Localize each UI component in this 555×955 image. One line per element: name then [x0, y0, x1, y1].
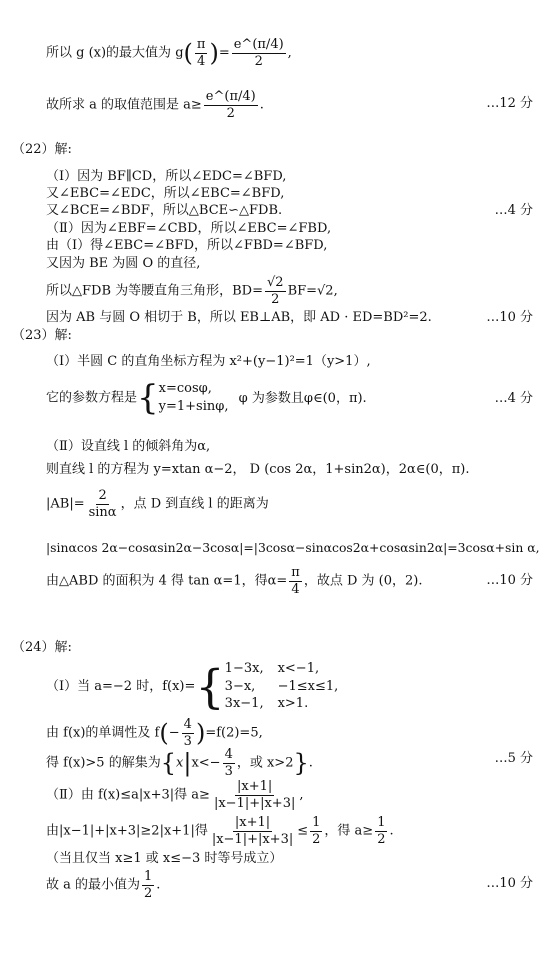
- score-label: …10 分: [486, 310, 533, 325]
- numerator: 1: [144, 869, 153, 884]
- score-label: …10 分: [486, 876, 533, 891]
- denominator: sinα: [88, 504, 117, 520]
- case-row: x=cosφ,: [158, 381, 212, 396]
- case-cond: −1≤x≤1,: [277, 678, 339, 694]
- text-segment: φ 为参数且φ∈(0，π).: [238, 390, 367, 406]
- numerator: 1: [377, 815, 386, 830]
- numerator: 4: [183, 717, 192, 732]
- denominator: |x−1|+|x+3|: [211, 831, 294, 847]
- denominator: 4: [291, 581, 300, 597]
- fraction: [182, 718, 194, 748]
- fraction: [310, 816, 322, 846]
- score-label: …4 分: [494, 203, 533, 218]
- text-line: （Ⅰ）当 a=−2 时，f(x)={ 1−3x, x<−1, 3−x, −1≤x≤1, 3x−1, x>1.: [46, 659, 339, 714]
- text-segment: .: [259, 97, 264, 113]
- fraction: [87, 489, 119, 519]
- fraction: [232, 38, 286, 68]
- text-line: 它的参数方程是{ x=cosφ, y=1+sinφ, φ 为参数且φ∈(0，π).: [46, 378, 367, 419]
- text-segment: （Ⅰ）当 a=−2 时，f(x)=: [46, 678, 196, 694]
- text-segment: 所以 g (x)的最大值为 g: [46, 45, 184, 61]
- piecewise-cases: [225, 660, 339, 713]
- question-heading: （24）解:: [12, 640, 72, 655]
- text-line: 则直线 l 的方程为 y=xtan α−2， D (cos 2α，1+sin2α)，2α∈(0，π).: [46, 462, 470, 477]
- text-line: 得 f(x)>5 的解集为{x|x<− $\frac{4}{3}$ ，或 x>2}.: [46, 747, 313, 779]
- text-segment: ，点 D 到直线 l 的距离为: [120, 496, 269, 512]
- text-segment: =f(2)=5,: [205, 725, 263, 741]
- denominator: 2: [226, 105, 235, 121]
- numerator: 4: [224, 747, 233, 762]
- case-cond: x>1.: [277, 696, 309, 712]
- fraction: [223, 748, 235, 778]
- numerator: |x+1|: [237, 779, 273, 794]
- numerator: 1: [312, 815, 321, 830]
- text-line: 因为 AB 与圆 O 相切于 B，所以 EB⊥AB，即 AD · ED=BD²=2.: [46, 310, 432, 325]
- text-segment: |AB|=: [46, 496, 85, 512]
- fraction: [212, 780, 297, 810]
- score-label: …5 分: [494, 751, 533, 766]
- text-line: [46, 489, 269, 519]
- numerator: |x+1|: [234, 815, 271, 830]
- text-segment: BF=√2,: [287, 283, 338, 299]
- text-segment: 得 f(x)>5 的解集为: [46, 755, 161, 771]
- fraction: [204, 90, 258, 120]
- denominator: 2: [377, 831, 386, 847]
- denominator: |x−1|+|x+3|: [213, 795, 296, 811]
- text-line: （Ⅱ）由 f(x)≤a|x+3|得 a≥ $\frac{|x+1|}{|x-1|+|x+3|}$ ,: [46, 779, 304, 811]
- text-segment: 由△ABD 的面积为 4 得 tan α=1，得α=: [46, 573, 288, 589]
- text-segment: ，得 a≥: [324, 823, 374, 839]
- text-line: （Ⅰ）因为 BF∥CD，所以∠EDC=∠BFD,: [46, 169, 287, 184]
- denominator: 3: [183, 733, 192, 749]
- score-label: …4 分: [494, 391, 533, 406]
- numerator: e^(π/4): [233, 37, 284, 52]
- case-cond: x<−1,: [277, 661, 320, 676]
- text-segment: x<−: [191, 755, 221, 771]
- text-line: [46, 276, 338, 306]
- numerator: π: [291, 565, 300, 580]
- text-segment: ，或 x>2: [236, 755, 294, 771]
- denominator: 2: [144, 885, 153, 901]
- text-segment: ≤: [297, 823, 309, 839]
- text-line: （当且仅当 x≥1 或 x≤−3 时等号成立）: [46, 851, 283, 866]
- denominator: 2: [271, 291, 280, 307]
- text-segment: x: [176, 755, 184, 771]
- text-line: |sinαcos 2α−cosαsin2α−3cosα|=|3cosα−sinαcos2α+cosαsin2α|=3cosα+sin α,: [46, 540, 540, 555]
- question-heading: （23）解:: [12, 328, 72, 343]
- text-segment: 由 f(x)的单调性及 f: [46, 725, 160, 741]
- text-line: 又因为 BE 为圆 O 的直径,: [46, 256, 201, 271]
- case-group: [159, 380, 229, 416]
- text-line: 由 f(x)的单调性及 f(− $\frac{4}{3}$ )=f(2)=5,: [46, 717, 263, 749]
- case-expr: 3x−1,: [224, 696, 264, 712]
- text-segment: 所以△FDB 为等腰直角三角形，BD=: [46, 283, 263, 299]
- text-line: [46, 90, 264, 120]
- fraction: [210, 816, 295, 846]
- text-line: 又∠BCE=∠BDF，所以△BCE∽△FDB.: [46, 203, 283, 218]
- case-row: y=1+sinφ,: [158, 399, 229, 415]
- fraction: [375, 816, 387, 846]
- text-segment: 故 a 的最小值为: [46, 877, 141, 893]
- fraction: [265, 276, 286, 306]
- case-expr: 1−3x,: [224, 661, 264, 676]
- text-line: 由|x−1|+|x+3|≥2|x+1|得 $\frac{|x+1|}{|x-1|+|x+3|}$ ≤ $\frac{1}{2}$ ，得 a≥ $\frac{1}{2}$ .: [46, 815, 394, 847]
- denominator: 2: [254, 53, 263, 69]
- question-heading: （22）解:: [12, 142, 72, 157]
- numerator: π: [196, 37, 206, 52]
- denominator: 3: [224, 763, 233, 779]
- text-line: 所以 g (x)的最大值为 g( $\frac{\pi}{4}$ )= $\frac{e\^{}(\pi/4)}{2}$ ,: [46, 37, 292, 69]
- denominator: 2: [312, 831, 321, 847]
- text-segment: =: [218, 45, 230, 61]
- text-line: （Ⅱ）因为∠EBF=∠CBD，所以∠EBC=∠FBD,: [46, 221, 332, 236]
- text-line: （Ⅰ）半圆 C 的直角坐标方程为 x²+(y−1)²=1（y>1）,: [46, 354, 371, 369]
- numerator: √2: [267, 275, 284, 290]
- fraction: [142, 870, 154, 900]
- text-segment: （Ⅱ）由 f(x)≤a|x+3|得 a≥: [46, 787, 210, 803]
- score-label: …12 分: [486, 96, 533, 111]
- text-segment: 它的参数方程是: [46, 390, 138, 406]
- numerator: e^(π/4): [205, 89, 256, 104]
- text-segment: 故所求 a 的取值范围是 a≥: [46, 97, 202, 113]
- text-segment: 由|x−1|+|x+3|≥2|x+1|得: [46, 823, 208, 839]
- text-line: （Ⅱ）设直线 l 的倾斜角为α,: [46, 439, 211, 454]
- case-expr: 3−x,: [224, 678, 256, 694]
- score-label: …10 分: [486, 573, 533, 588]
- text-line: 故 a 的最小值为 $\frac{1}{2}$ .: [46, 869, 161, 901]
- text-segment: ，故点 D 为 (0，2).: [303, 573, 423, 589]
- denominator: 4: [197, 53, 206, 69]
- fraction: [195, 38, 208, 68]
- fraction: [289, 566, 302, 596]
- text-segment: ,: [287, 45, 292, 61]
- numerator: 2: [98, 488, 107, 503]
- text-line: [46, 566, 422, 596]
- text-line: 由（Ⅰ）得∠EBC=∠BFD，所以∠FBD=∠BFD,: [46, 238, 328, 253]
- text-line: 又∠EBC=∠EDC，所以∠EBC=∠BFD,: [46, 186, 285, 201]
